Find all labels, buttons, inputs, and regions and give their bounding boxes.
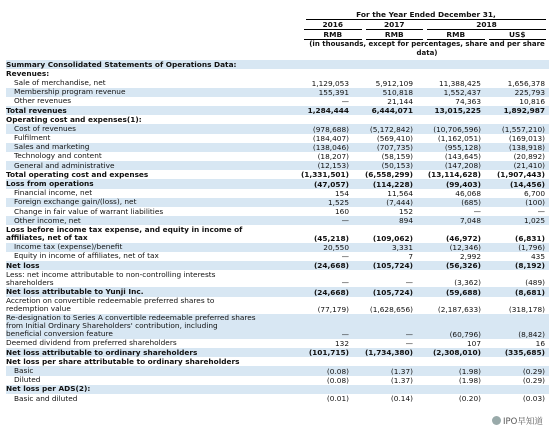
table-row — [6, 394, 549, 403]
row-value: 1,129,053 — [311, 78, 349, 88]
row-label: Basic and diluted — [14, 393, 78, 403]
table-row — [6, 385, 549, 394]
row-value: (45,218) — [313, 233, 349, 243]
row-value: (105,724) — [372, 261, 413, 271]
row-value: 7 — [408, 251, 413, 261]
statement-rows — [6, 60, 549, 403]
row-label: Technology and content — [14, 151, 102, 161]
row-value: (6,831) — [515, 233, 545, 243]
row-value: (1.37) — [390, 366, 413, 376]
row-value: 11,388,425 — [438, 78, 481, 88]
row-value: 16 — [535, 339, 545, 349]
row-value: (1,331,501) — [300, 170, 349, 180]
row-value: (21,410) — [513, 161, 545, 171]
row-value: 13,015,225 — [434, 106, 481, 116]
year-2018: 2018 — [427, 20, 546, 30]
row-value: 3,331 — [391, 242, 413, 252]
row-value: (6,558,299) — [364, 170, 413, 180]
row-value: (56,326) — [445, 261, 481, 271]
row-value: (47,057) — [313, 179, 349, 189]
table-row — [6, 270, 549, 287]
row-value: (1.98) — [458, 366, 481, 376]
row-value: (12,346) — [449, 242, 481, 252]
row-value: (2,308,010) — [432, 348, 481, 358]
row-value: (77,179) — [317, 304, 349, 314]
row-value: 7,048 — [459, 216, 481, 226]
row-value: (0.08) — [326, 366, 349, 376]
row-value: — — [341, 96, 349, 106]
table-row — [6, 97, 549, 106]
table-row — [6, 216, 549, 225]
row-label: Less: net income attributable to non-controlling interests shareholders — [6, 269, 216, 287]
row-value: 1,025 — [523, 216, 545, 226]
row-value: (46,972) — [445, 233, 481, 243]
row-value: 154 — [334, 188, 349, 198]
table-row — [6, 88, 549, 97]
table-row — [6, 297, 549, 314]
row-value: (1,557,210) — [501, 124, 545, 134]
row-value: 1,284,444 — [307, 106, 349, 116]
table-row — [6, 339, 549, 348]
currency-rmb-2016: RMB — [304, 30, 362, 40]
table-row — [6, 252, 549, 261]
row-value: (60,796) — [449, 329, 481, 339]
watermark — [492, 415, 543, 427]
row-value: 74,363 — [455, 96, 481, 106]
row-label: Loss before income tax expense, and equity in income of affiliates, net of tax — [6, 224, 243, 242]
row-value: (685) — [461, 198, 481, 207]
row-value: (8,681) — [515, 287, 545, 297]
row-label: Net loss per ADS(2): — [6, 384, 91, 394]
row-value: (147,208) — [444, 161, 481, 171]
row-value: 1,892,987 — [503, 106, 545, 116]
row-value: 6,444,071 — [371, 106, 413, 116]
row-value: 20,550 — [323, 242, 349, 252]
row-label: Deemed dividend from preferred shareholders — [6, 338, 177, 348]
row-value: 107 — [466, 339, 481, 349]
row-value: (59,688) — [445, 287, 481, 297]
row-value: (143,645) — [444, 152, 481, 162]
row-value: — — [341, 329, 349, 339]
row-value: 160 — [334, 207, 349, 217]
row-value: (569,410) — [376, 133, 413, 143]
row-value: 21,144 — [387, 96, 413, 106]
row-value: (0.20) — [458, 394, 481, 404]
row-label: Loss from operations — [6, 179, 94, 189]
row-value: 11,564 — [387, 188, 413, 198]
row-label: Change in fair value of warrant liabilities — [14, 206, 164, 216]
row-value: (978,688) — [312, 124, 349, 134]
row-value: (0.03) — [522, 394, 545, 404]
table-row — [6, 60, 549, 69]
row-value: 152 — [398, 207, 413, 217]
row-value: (12,153) — [317, 161, 349, 171]
row-value: — — [405, 329, 413, 339]
row-value: — — [341, 216, 349, 226]
row-value: (955,128) — [444, 142, 481, 152]
row-label: Total operating cost and expenses — [6, 169, 149, 179]
row-value: (7,444) — [386, 198, 413, 207]
row-value: (99,403) — [445, 179, 481, 189]
row-label: Sales and marketing — [14, 142, 90, 152]
column-header — [300, 10, 546, 57]
row-label: Net loss attributable to Yunji Inc. — [6, 286, 144, 296]
row-label: Basic — [14, 366, 34, 376]
row-value: (5,172,842) — [369, 124, 413, 134]
row-value: (100) — [525, 198, 545, 207]
table-row — [6, 106, 549, 115]
row-value: (138,046) — [312, 142, 349, 152]
row-label: General and administrative — [14, 160, 115, 170]
row-label: Financial income, net — [14, 188, 93, 198]
row-value: — — [473, 207, 481, 217]
row-label: Income tax (expense)/benefit — [14, 242, 123, 252]
row-label: Accretion on convertible redeemable preferred shares to redemption value — [6, 296, 215, 314]
table-row — [6, 261, 549, 270]
row-value: — — [405, 278, 413, 288]
row-value: (707,735) — [376, 142, 413, 152]
row-value: 510,818 — [382, 87, 413, 97]
row-label: Other revenues — [14, 96, 72, 106]
row-label: Other income, net — [14, 215, 81, 225]
row-value: (138,918) — [508, 142, 545, 152]
table-row — [6, 161, 549, 170]
row-label: Summary Consolidated Statements of Operations Data: — [6, 59, 237, 69]
row-value: 225,793 — [514, 87, 545, 97]
currency-rmb-2018: RMB — [427, 30, 485, 40]
period-label: For the Year Ended December 31, — [306, 10, 546, 20]
row-value: 894 — [398, 216, 413, 226]
row-value: 2,992 — [459, 251, 481, 261]
currency-usd-2018: US$ — [489, 30, 547, 40]
row-label: Net loss per share attributable to ordinary shareholders — [6, 356, 240, 366]
row-value: — — [405, 339, 413, 349]
table-row — [6, 207, 549, 216]
row-value: — — [537, 207, 545, 217]
row-value: (105,724) — [372, 287, 413, 297]
row-value: (1.98) — [458, 375, 481, 385]
row-value: 132 — [334, 339, 349, 349]
row-label: Diluted — [14, 375, 41, 385]
row-value: (184,407) — [312, 133, 349, 143]
row-value: 1,656,378 — [507, 78, 545, 88]
row-value: (318,178) — [508, 304, 545, 314]
row-value: (109,062) — [372, 233, 413, 243]
row-value: (1,628,656) — [369, 304, 413, 314]
row-value: (2,187,633) — [437, 304, 481, 314]
row-value: (169,013) — [508, 133, 545, 143]
row-value: (20,892) — [513, 152, 545, 162]
row-label: Net loss attributable to ordinary shareholders — [6, 347, 198, 357]
row-value: (1,907,443) — [496, 170, 545, 180]
currency-rmb-2017: RMB — [366, 30, 424, 40]
table-row — [6, 314, 549, 339]
row-value: — — [341, 251, 349, 261]
table-row — [6, 124, 549, 133]
row-label: Equity in income of affiliates, net of tax — [14, 251, 159, 261]
row-value: 6,700 — [523, 188, 545, 198]
table-row — [6, 115, 549, 124]
row-label: Revenues: — [6, 68, 50, 78]
table-row — [6, 198, 549, 207]
row-value: (13,114,628) — [427, 170, 481, 180]
row-value: (1,162,051) — [437, 133, 481, 143]
row-value: 1,552,437 — [443, 87, 481, 97]
row-value: (50,153) — [381, 161, 413, 171]
row-value: (114,228) — [372, 179, 413, 189]
row-value: (8,842) — [518, 329, 545, 339]
table-row — [6, 348, 549, 357]
row-label: Membership program revenue — [14, 87, 126, 97]
row-value: 155,391 — [318, 87, 349, 97]
row-value: (335,685) — [504, 348, 545, 358]
row-value: 10,816 — [519, 96, 545, 106]
row-value: (0.08) — [326, 375, 349, 385]
row-value: 5,912,109 — [375, 78, 413, 88]
row-label: Net loss — [6, 260, 40, 270]
year-2016: 2016 — [304, 20, 362, 30]
watermark-text: IPO早知道 — [503, 417, 543, 427]
row-label: Re-designation to Series A convertible redeemable preferred shares from Initial Ordinary Shareholders' contribution, including beneficial conversion feature — [6, 313, 256, 339]
row-value: (14,456) — [509, 179, 545, 189]
wechat-logo-icon — [492, 416, 501, 425]
row-value: (0.29) — [522, 375, 545, 385]
row-value: 435 — [530, 251, 545, 261]
table-row — [6, 225, 549, 242]
row-value: (0.01) — [326, 394, 349, 404]
row-value: (3,362) — [454, 278, 481, 288]
row-label: Operating cost and expenses(1): — [6, 114, 142, 124]
row-value: (24,668) — [313, 287, 349, 297]
row-value: 46,068 — [455, 188, 481, 198]
units-note: (in thousands, except for percentages, share and per share data) — [309, 40, 545, 57]
row-value: — — [341, 278, 349, 288]
row-value: (0.29) — [522, 366, 545, 376]
row-value: (489) — [525, 278, 545, 288]
row-label: Total revenues — [6, 105, 67, 115]
row-value: (58,159) — [381, 152, 413, 162]
row-value: (24,668) — [313, 261, 349, 271]
row-value: (8,192) — [515, 261, 545, 271]
row-value: (10,706,596) — [433, 124, 481, 134]
table-row — [6, 152, 549, 161]
row-value: (1,796) — [518, 242, 545, 252]
row-label: Fulfilment — [14, 133, 51, 143]
row-value: (0.14) — [390, 394, 413, 404]
row-value: (101,715) — [308, 348, 349, 358]
row-value: (1,734,380) — [364, 348, 413, 358]
row-value: (1.37) — [390, 375, 413, 385]
year-2017: 2017 — [366, 20, 424, 30]
row-label: Sale of merchandise, net — [14, 77, 106, 87]
row-label: Foreign exchange gain/(loss), net — [14, 197, 137, 207]
table-row — [6, 366, 549, 375]
row-value: (18,207) — [317, 152, 349, 162]
table-row — [6, 357, 549, 366]
row-label: Cost of revenues — [14, 123, 76, 133]
row-value: 1,525 — [327, 198, 349, 207]
table-row — [6, 69, 549, 78]
